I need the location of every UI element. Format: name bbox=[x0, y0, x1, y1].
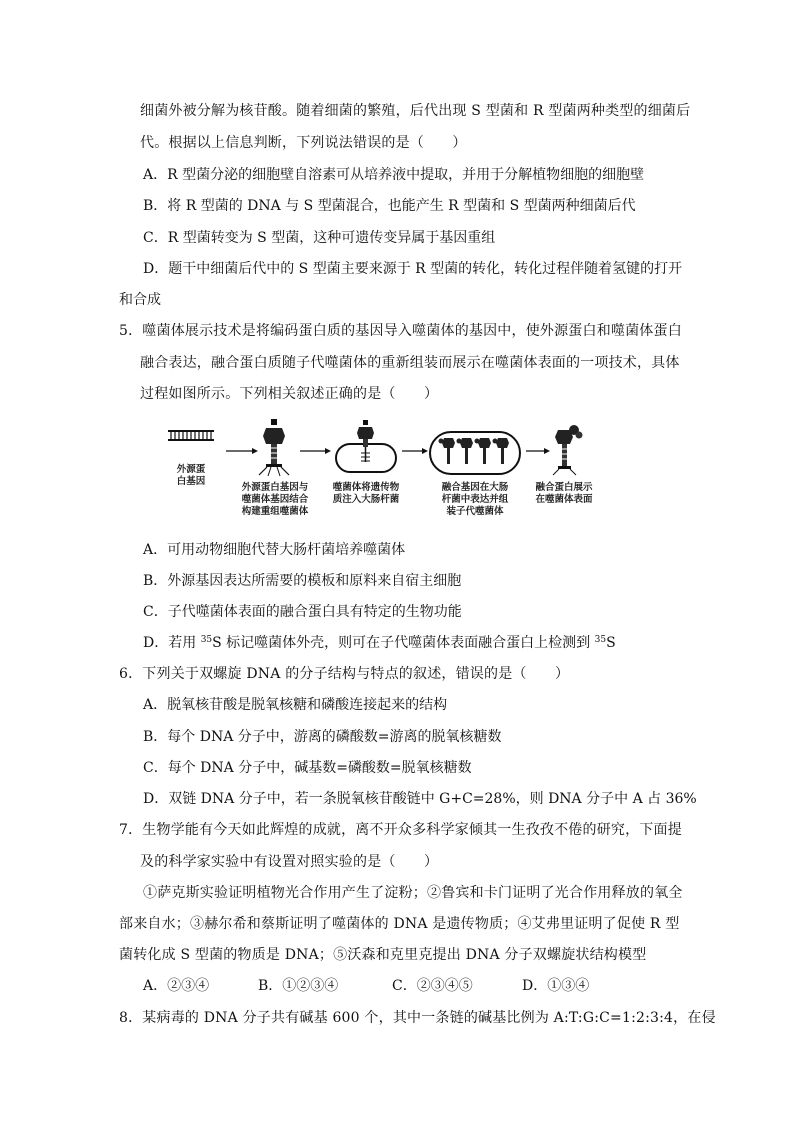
q6-option-b: B．每个 DNA 分子中，游离的磷酸数=游离的脱氧核糖数 bbox=[143, 729, 502, 745]
q5-option-b: B．外源基因表达所需要的模板和原料来自宿主细胞 bbox=[143, 573, 462, 589]
caption-injection-line-1: 噬菌体将遗传物 bbox=[332, 482, 400, 493]
caption-recombinant-phage-line-3: 构建重组噬菌体 bbox=[241, 506, 309, 517]
q6-option-d: D．双链 DNA 分子中，若一条脱氧核苷酸链中 G+C=28%，则 DNA 分子中 A 占 36% bbox=[143, 791, 697, 807]
arrow-icon-4 bbox=[526, 448, 550, 454]
q5-option-d-prefix: D．若用 bbox=[143, 635, 201, 651]
q5-stem-line-3: 过程如图所示。下列相关叙述正确的是（ ） bbox=[140, 386, 439, 402]
q4-continuation-line-2: 代。根据以上信息判断，下列说法错误的是（ ） bbox=[140, 135, 467, 151]
q8-stem-line-1: 8．某病毒的 DNA 分子共有碱基 600 个，其中一条链的碱基比例为 A:T:G:C=1:2:3:4，在侵 bbox=[119, 1010, 716, 1026]
caption-expression-assembly-line-3: 装子代噬菌体 bbox=[446, 506, 504, 517]
q7-body-line-1: ①萨克斯实验证明植物光合作用产生了淀粉；②鲁宾和卡门证明了光合作用释放的氧全 bbox=[143, 885, 683, 901]
ecoli-infection-icon bbox=[336, 420, 396, 472]
q5-option-a: A．可用动物细胞代替大肠杆菌培养噬菌体 bbox=[143, 542, 406, 558]
q4-option-d-line-2: 和合成 bbox=[119, 292, 161, 308]
q6-option-a: A．脱氧核苷酸是脱氧核糖和磷酸连接起来的结构 bbox=[143, 697, 448, 713]
q6-stem: 6．下列关于双螺旋 DNA 的分子结构与特点的叙述，错误的是（ ） bbox=[119, 666, 570, 682]
q7-option-a: A．②③④ bbox=[143, 978, 210, 994]
caption-display bbox=[526, 482, 602, 506]
caption-injection bbox=[325, 482, 407, 506]
q7-stem-line-1: 7．生物学能有今天如此辉煌的成就，离不开众多科学家倾其一生孜孜不倦的研究，下面提 bbox=[119, 822, 682, 838]
q5-option-d-suffix: S bbox=[606, 635, 616, 651]
arrow-icon-3 bbox=[402, 448, 428, 454]
caption-foreign-gene-line-1: 外源蛋 bbox=[176, 464, 206, 475]
foreign-gene-icon bbox=[168, 431, 214, 440]
q7-body-line-3: 菌转化成 S 型菌的物质是 DNA；⑤沃森和克里克提出 DNA 分子双螺旋状结构模型 bbox=[119, 947, 647, 963]
caption-recombinant-phage bbox=[234, 482, 316, 518]
arrow-icon-2 bbox=[300, 448, 331, 454]
caption-display-line-1: 融合蛋白展示 bbox=[535, 482, 593, 493]
caption-foreign-gene-line-2: 白基因 bbox=[176, 476, 206, 487]
arrow-icon-1 bbox=[226, 448, 258, 454]
caption-recombinant-phage-line-2: 噬菌体基因结合 bbox=[241, 494, 309, 505]
q5-stem-line-2: 融合表达，融合蛋白质随子代噬菌体的重新组装而展示在噬菌体表面的一项技术，具体 bbox=[140, 355, 680, 371]
q6-option-c: C．每个 DNA 分子中，碱基数=磷酸数=脱氧核糖数 bbox=[143, 760, 472, 776]
q4-option-c: C．R 型菌转变为 S 型菌，这种可遗传变异属于基因重组 bbox=[143, 230, 496, 246]
caption-recombinant-phage-line-1: 外源蛋白基因与 bbox=[241, 482, 309, 493]
displayed-fusion-protein-icon bbox=[553, 425, 583, 475]
q7-option-b: B．①②③④ bbox=[258, 978, 339, 994]
q5-option-d bbox=[143, 633, 616, 653]
caption-expression-assembly-line-2: 杆菌中表达并组 bbox=[441, 494, 509, 505]
q4-option-b: B．将 R 型菌的 DNA 与 S 型菌混合，也能产生 R 型菌和 S 型菌两种细菌后代 bbox=[143, 198, 636, 214]
caption-expression-assembly bbox=[432, 482, 518, 518]
q7-stem-line-2: 及的科学家实验中有设置对照实验的是（ ） bbox=[140, 854, 439, 870]
q7-option-d: D．①③④ bbox=[522, 978, 590, 994]
q4-option-d-line-1: D．题干中细菌后代中的 S 型菌主要来源于 R 型菌的转化，转化过程伴随着氢键的打开 bbox=[143, 261, 683, 277]
q5-stem-line-1: 5．噬菌体展示技术是将编码蛋白质的基因导入噬菌体的基因中，使外源蛋白和噬菌体蛋白 bbox=[119, 323, 682, 339]
q5-option-d-isotope-2: 35 bbox=[594, 635, 607, 645]
phage-display-figure bbox=[160, 418, 605, 528]
caption-expression-assembly-line-1: 融合基因在大肠 bbox=[441, 482, 509, 493]
q5-option-d-middle: S 标记噬菌体外壳，则可在子代噬菌体表面融合蛋白上检测到 bbox=[212, 635, 595, 651]
caption-injection-line-2: 质注入大肠杆菌 bbox=[332, 494, 400, 505]
caption-foreign-gene bbox=[166, 464, 216, 488]
q5-option-c: C．子代噬菌体表面的融合蛋白具有特定的生物功能 bbox=[143, 604, 462, 620]
q4-option-a: A．R 型菌分泌的细胞壁自溶素可从培养液中提取，并用于分解植物细胞的细胞壁 bbox=[143, 167, 645, 183]
q5-option-d-isotope-1: 35 bbox=[200, 635, 213, 645]
recombinant-phage-icon bbox=[259, 419, 289, 476]
q7-body-line-2: 部来自水；③赫尔希和蔡斯证明了噬菌体的 DNA 是遗传物质；④艾弗里证明了促使 R 型 bbox=[119, 916, 680, 932]
progeny-assembly-icon bbox=[430, 432, 520, 474]
q4-continuation-line-1: 细菌外被分解为核苷酸。随着细菌的繁殖，后代出现 S 型菌和 R 型菌两种类型的细菌后 bbox=[140, 103, 691, 119]
q7-option-c: C．②③④⑤ bbox=[392, 978, 473, 994]
caption-display-line-2: 在噬菌体表面 bbox=[535, 494, 593, 505]
phage-display-diagram bbox=[160, 418, 605, 528]
